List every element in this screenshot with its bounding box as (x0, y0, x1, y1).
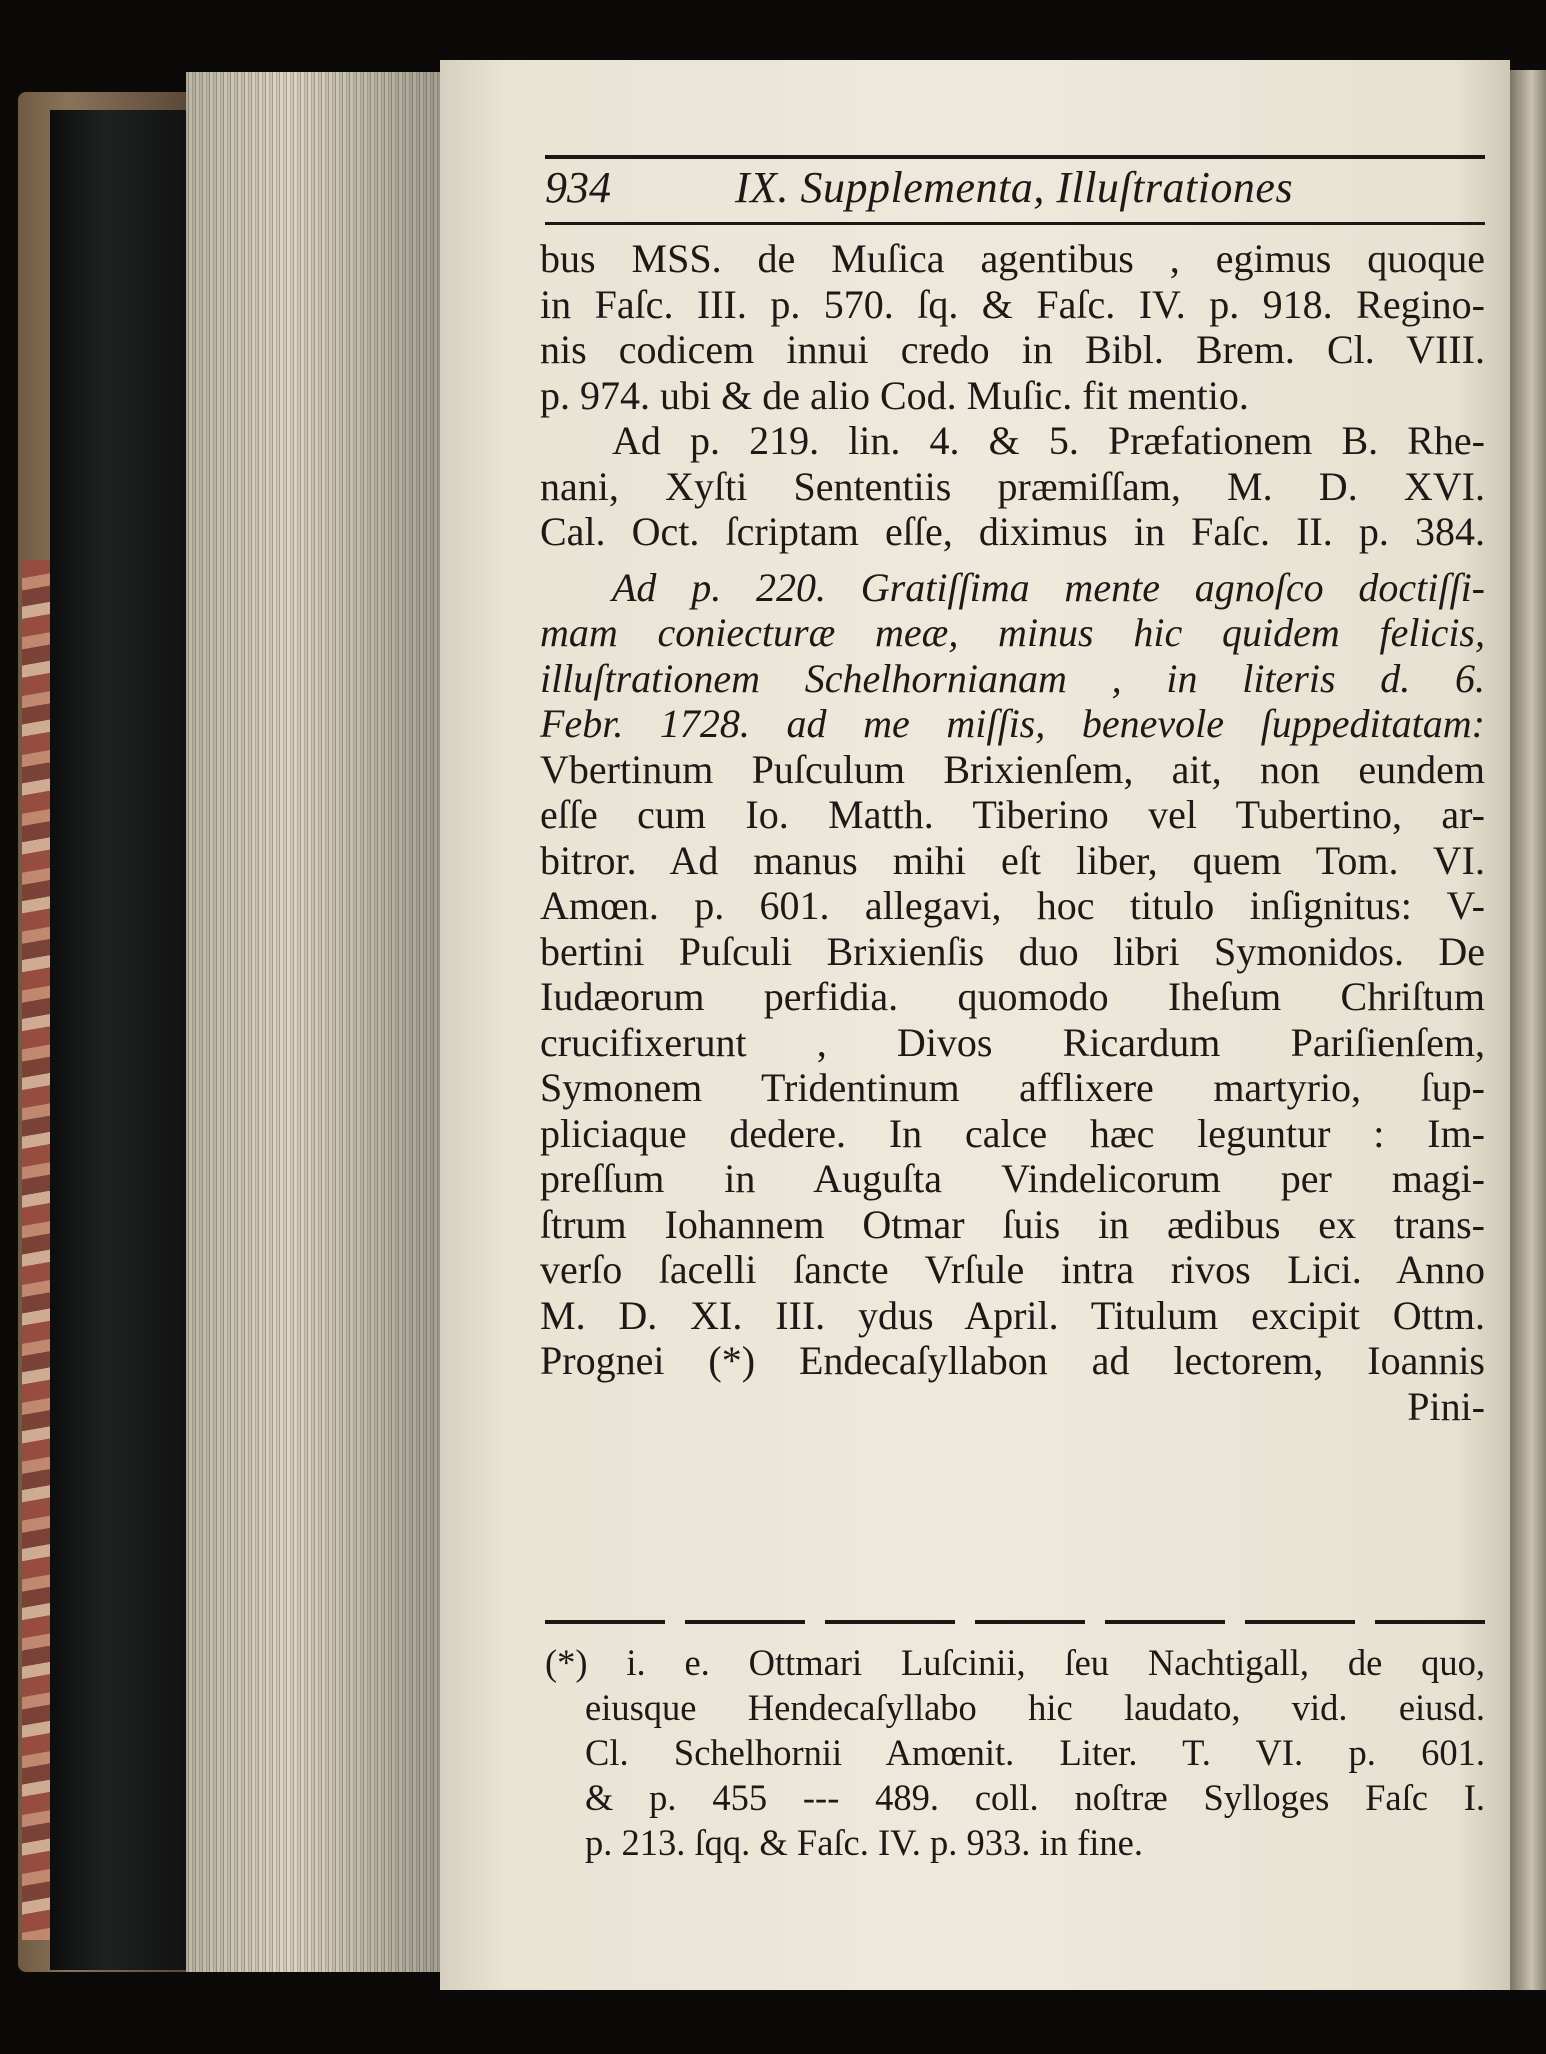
text-line: preſſum in Auguſta Vindelicorum per magi- (540, 1156, 1485, 1201)
text-line: mam coniecturæ meæ, minus hic quidem felicis, (540, 610, 1485, 655)
text-line: Ad p. 220. Gratiſſima mente agnoſco doctiſſi- (612, 564, 1485, 610)
running-title: IX. Supplementa, Illuſtrationes (735, 163, 1294, 212)
facing-page-edge (1510, 70, 1546, 1990)
text-line: Febr. 1728. ad me miſſis, benevole ſuppeditatam: (540, 701, 1485, 746)
text-line: Ad p. 219. lin. 4. & 5. Præfationem B. Rhe- (612, 418, 1485, 463)
text-line: Iudæorum perfidia. quomodo Iheſum Chriſtum (540, 974, 1485, 1019)
text-line: pliciaque dedere. In calce hæc leguntur : Im- (540, 1110, 1485, 1156)
text-line: nani, Xyſti Sententiis præmiſſam, M. D. XVI. (540, 463, 1485, 509)
text-line: M. D. XI. III. ydus April. Titulum excipit Ottm. (540, 1292, 1485, 1338)
text-line: bertini Puſculi Brixienſis duo libri Symonidos. De (540, 928, 1485, 974)
footnote (545, 1640, 1485, 1865)
text-line: p. 974. ubi & de alio Cod. Muſic. fit mentio. (540, 372, 1249, 418)
footnote-line: (*) i. e. Ottmari Luſcinii, ſeu Nachtigall, de quo, (545, 1642, 1485, 1683)
text-line: Symonem Tridentinum afflixere martyrio, ſup- (540, 1065, 1485, 1110)
text-line: Prognei (*) Endecaſyllabon ad lectorem, Ioannis (540, 1338, 1485, 1383)
book-spine (50, 110, 190, 1970)
text-line: in Faſc. III. p. 570. ſq. & Faſc. IV. p. 918. Regino- (540, 281, 1485, 327)
text-line: Vbertinum Puſculum Brixienſem, ait, non eundem (540, 746, 1485, 792)
text-line: Cal. Oct. ſcriptam eſſe, diximus in Faſc. II. p. 384. (540, 509, 1485, 554)
body-text (540, 236, 1485, 1429)
page-block-shading (186, 72, 440, 1972)
header-bottom-rule (545, 222, 1485, 225)
text-line: verſo ſacelli ſancte Vrſule intra rivos Lici. Anno (540, 1247, 1485, 1292)
footnote-separator (545, 1620, 1485, 1626)
header-top-rule (545, 155, 1485, 159)
footnote-line: eiusque Hendecaſyllabo hic laudato, vid. eiusd. (585, 1687, 1485, 1728)
footnote-line: Cl. Schelhornii Amœnit. Liter. T. VI. p. 601. (585, 1732, 1485, 1773)
text-line: bitror. Ad manus mihi eſt liber, quem Tom. VI. (540, 837, 1485, 883)
text-line: bus MSS. de Muſica agentibus , egimus quoque (540, 236, 1485, 281)
text-line: eſſe cum Io. Matth. Tiberino vel Tubertino, ar- (540, 792, 1485, 837)
text-line: ſtrum Iohannem Otmar ſuis in ædibus ex trans- (540, 1201, 1485, 1247)
footnote-line: p. 213. ſqq. & Faſc. IV. p. 933. in fine. (585, 1822, 1143, 1863)
text-line: Amœn. p. 601. allegavi, hoc titulo inſignitus: V- (540, 883, 1485, 928)
running-header (545, 162, 1505, 212)
catchword: Pini- (1407, 1383, 1485, 1429)
footnote-line: & p. 455 --- 489. coll. noſtræ Sylloges Faſc I. (585, 1777, 1485, 1818)
text-line: nis codicem innui credo in Bibl. Brem. Cl. VIII. (540, 327, 1485, 372)
text-line: crucifixerunt , Divos Ricardum Pariſienſem, (540, 1019, 1485, 1065)
page-number: 934 (545, 163, 611, 212)
text-line: illuſtrationem Schelhornianam , in literis d. 6. (540, 655, 1485, 701)
